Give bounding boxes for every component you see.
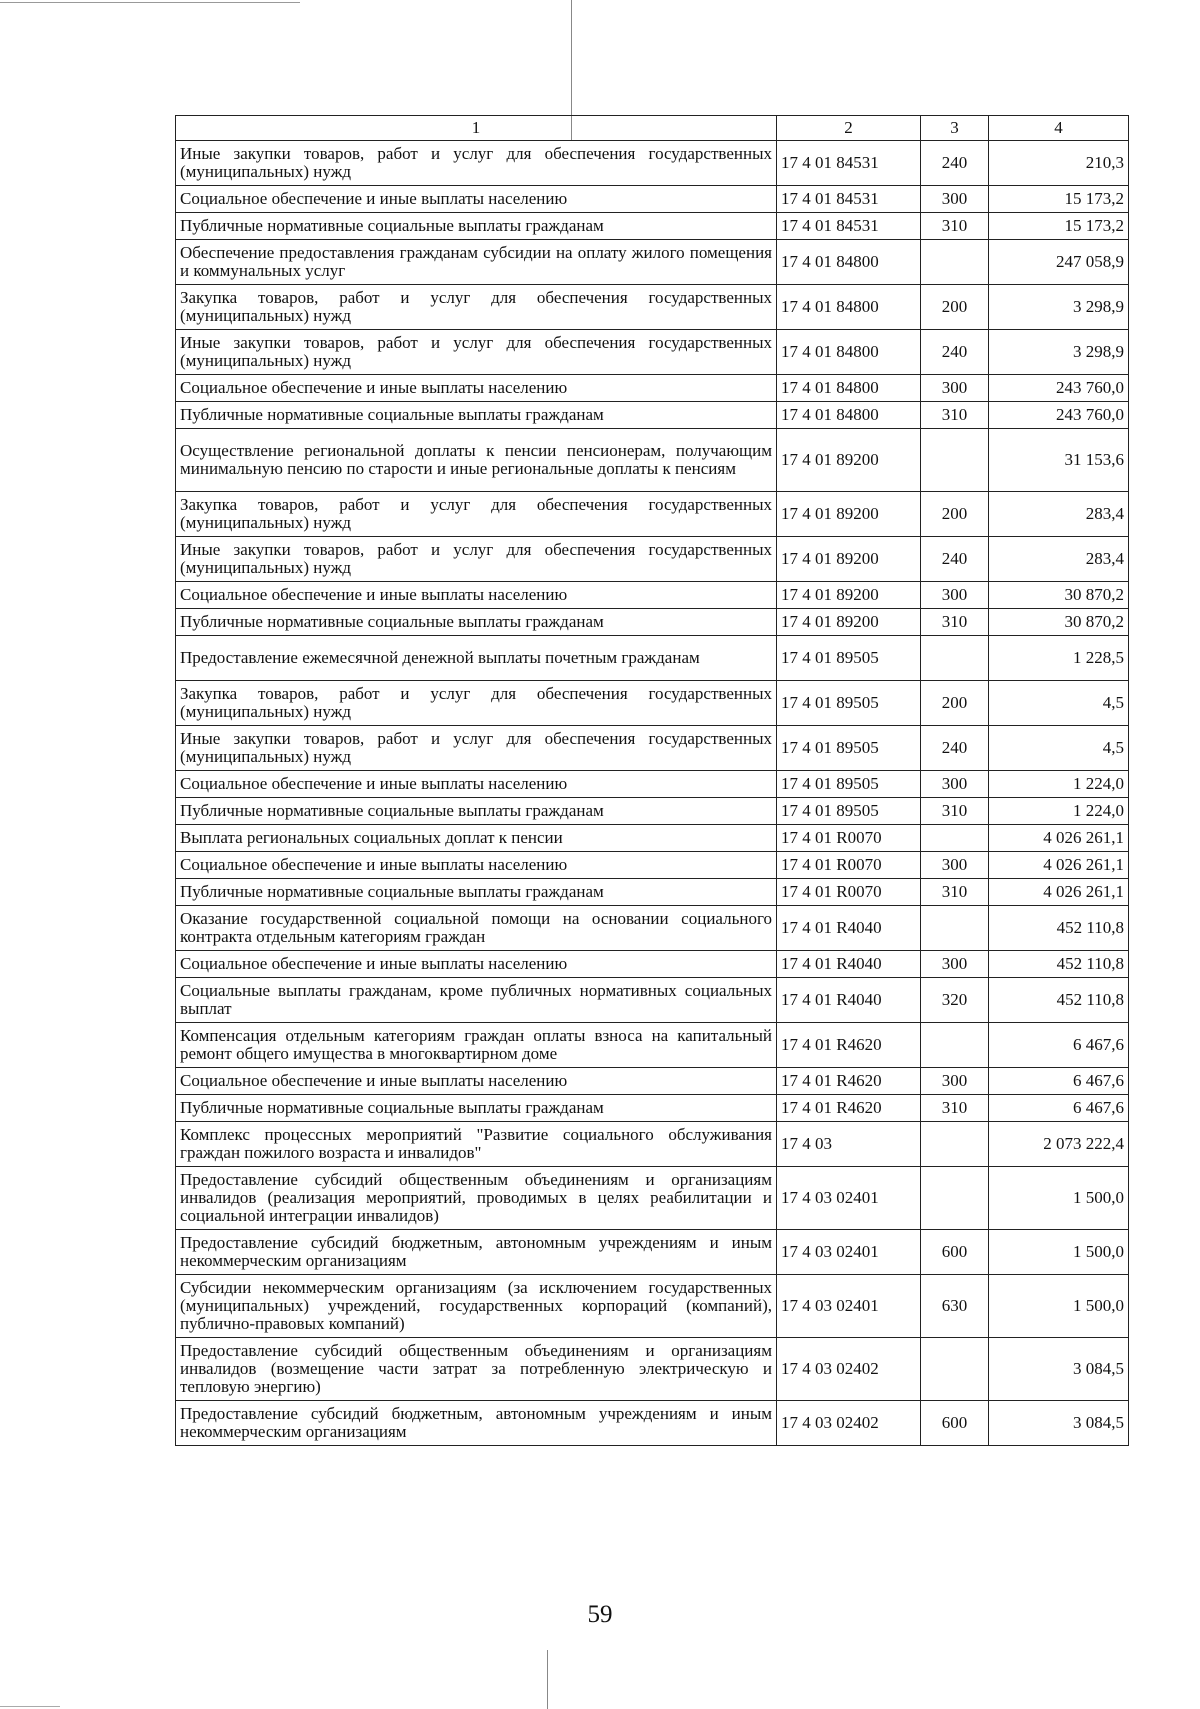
row-amount: 283,4 (989, 537, 1129, 582)
row-amount: 452 110,8 (989, 906, 1129, 951)
row-code: 17 4 01 84800 (777, 402, 921, 429)
table-row (176, 1167, 1129, 1230)
row-amount: 4,5 (989, 681, 1129, 726)
row-code: 17 4 01 84800 (777, 375, 921, 402)
row-name: Социальное обеспечение и иные выплаты населению (176, 771, 777, 798)
row-amount: 283,4 (989, 492, 1129, 537)
row-expense-type (921, 240, 989, 285)
page-number: 59 (587, 1601, 613, 1628)
table-row (176, 375, 1129, 402)
row-expense-type: 310 (921, 402, 989, 429)
row-expense-type: 300 (921, 852, 989, 879)
row-amount: 243 760,0 (989, 375, 1129, 402)
row-amount: 3 084,5 (989, 1401, 1129, 1446)
row-code: 17 4 01 89505 (777, 726, 921, 771)
row-expense-type: 200 (921, 681, 989, 726)
row-name: Социальное обеспечение и иные выплаты населению (176, 375, 777, 402)
row-expense-type: 240 (921, 330, 989, 375)
row-name: Иные закупки товаров, работ и услуг для обеспечения государственных (муниципальных) нужд (176, 330, 777, 375)
row-code: 17 4 01 84531 (777, 141, 921, 186)
row-expense-type: 300 (921, 1068, 989, 1095)
row-amount: 3 298,9 (989, 285, 1129, 330)
row-name: Предоставление субсидий бюджетным, автономным учреждениям и иным некоммерческим организациям (176, 1230, 777, 1275)
header-col-1: 1 (176, 116, 777, 141)
row-amount: 452 110,8 (989, 978, 1129, 1023)
row-name: Выплата региональных социальных доплат к пенсии (176, 825, 777, 852)
table-row (176, 906, 1129, 951)
row-code: 17 4 01 89505 (777, 798, 921, 825)
row-amount: 30 870,2 (989, 609, 1129, 636)
row-name: Публичные нормативные социальные выплаты гражданам (176, 402, 777, 429)
table-row (176, 879, 1129, 906)
row-amount: 1 500,0 (989, 1167, 1129, 1230)
row-name: Публичные нормативные социальные выплаты гражданам (176, 609, 777, 636)
table-row (176, 771, 1129, 798)
table-row (176, 609, 1129, 636)
table-header-row (176, 116, 1129, 141)
row-code: 17 4 01 89200 (777, 609, 921, 636)
table-row (176, 636, 1129, 681)
row-expense-type: 300 (921, 582, 989, 609)
row-name: Социальное обеспечение и иные выплаты населению (176, 1068, 777, 1095)
row-code: 17 4 03 02401 (777, 1275, 921, 1338)
row-amount: 4,5 (989, 726, 1129, 771)
row-expense-type: 600 (921, 1401, 989, 1446)
row-amount: 1 224,0 (989, 771, 1129, 798)
row-name: Публичные нормативные социальные выплаты гражданам (176, 879, 777, 906)
row-name: Публичные нормативные социальные выплаты гражданам (176, 1095, 777, 1122)
row-name: Закупка товаров, работ и услуг для обеспечения государственных (муниципальных) нужд (176, 285, 777, 330)
row-expense-type: 320 (921, 978, 989, 1023)
header-col-4: 4 (989, 116, 1129, 141)
row-name: Социальное обеспечение и иные выплаты населению (176, 852, 777, 879)
row-code: 17 4 01 R4620 (777, 1068, 921, 1095)
row-amount: 2 073 222,4 (989, 1122, 1129, 1167)
table-row (176, 852, 1129, 879)
table-row (176, 492, 1129, 537)
row-code: 17 4 01 89505 (777, 771, 921, 798)
row-expense-type: 200 (921, 492, 989, 537)
row-amount: 1 228,5 (989, 636, 1129, 681)
row-name: Предоставление субсидий бюджетным, автономным учреждениям и иным некоммерческим организациям (176, 1401, 777, 1446)
row-name: Оказание государственной социальной помощи на основании социального контракта отдельным категориям граждан (176, 906, 777, 951)
table-row (176, 726, 1129, 771)
row-code: 17 4 01 84800 (777, 330, 921, 375)
row-expense-type (921, 825, 989, 852)
table-row (176, 330, 1129, 375)
table-row (176, 951, 1129, 978)
row-amount: 6 467,6 (989, 1095, 1129, 1122)
row-expense-type: 300 (921, 186, 989, 213)
row-name: Комплекс процессных мероприятий "Развитие социального обслуживания граждан пожилого возраста и инвалидов" (176, 1122, 777, 1167)
table-row (176, 1338, 1129, 1401)
row-expense-type (921, 906, 989, 951)
row-expense-type (921, 1338, 989, 1401)
row-expense-type: 200 (921, 285, 989, 330)
table-row (176, 1122, 1129, 1167)
row-name: Публичные нормативные социальные выплаты гражданам (176, 798, 777, 825)
row-code: 17 4 01 89200 (777, 429, 921, 492)
row-code: 17 4 03 02401 (777, 1167, 921, 1230)
row-expense-type: 300 (921, 951, 989, 978)
row-expense-type (921, 1122, 989, 1167)
table-row (176, 285, 1129, 330)
row-code: 17 4 03 02401 (777, 1230, 921, 1275)
row-name: Закупка товаров, работ и услуг для обеспечения государственных (муниципальных) нужд (176, 492, 777, 537)
row-code: 17 4 01 R0070 (777, 825, 921, 852)
table-row (176, 537, 1129, 582)
table-row (176, 1230, 1129, 1275)
row-amount: 210,3 (989, 141, 1129, 186)
row-code: 17 4 01 89200 (777, 582, 921, 609)
row-amount: 15 173,2 (989, 186, 1129, 213)
row-code: 17 4 01 R4040 (777, 906, 921, 951)
row-expense-type: 310 (921, 879, 989, 906)
row-name: Осуществление региональной доплаты к пенсии пенсионерам, получающим минимальную пенсию по старости и иные региональные доплаты к пенсиям (176, 429, 777, 492)
row-expense-type: 300 (921, 375, 989, 402)
row-amount: 243 760,0 (989, 402, 1129, 429)
row-code: 17 4 01 89505 (777, 636, 921, 681)
row-amount: 452 110,8 (989, 951, 1129, 978)
row-expense-type: 240 (921, 726, 989, 771)
row-code: 17 4 03 02402 (777, 1338, 921, 1401)
row-code: 17 4 01 89200 (777, 492, 921, 537)
row-amount: 247 058,9 (989, 240, 1129, 285)
table-body (176, 141, 1129, 1446)
row-expense-type: 310 (921, 798, 989, 825)
row-expense-type: 240 (921, 537, 989, 582)
row-name: Компенсация отдельным категориям граждан оплаты взноса на капитальный ремонт общего имущества в многоквартирном доме (176, 1023, 777, 1068)
row-name: Социальное обеспечение и иные выплаты населению (176, 582, 777, 609)
row-name: Публичные нормативные социальные выплаты гражданам (176, 213, 777, 240)
row-expense-type (921, 429, 989, 492)
header-col-2: 2 (777, 116, 921, 141)
row-expense-type: 630 (921, 1275, 989, 1338)
table-row (176, 402, 1129, 429)
row-expense-type: 310 (921, 1095, 989, 1122)
row-code: 17 4 01 84531 (777, 186, 921, 213)
row-name: Социальное обеспечение и иные выплаты населению (176, 951, 777, 978)
row-code: 17 4 01 89200 (777, 537, 921, 582)
row-code: 17 4 03 (777, 1122, 921, 1167)
row-amount: 4 026 261,1 (989, 879, 1129, 906)
row-name: Предоставление субсидий общественным объединениям и организациям инвалидов (реализация мероприятий, проводимых в целях реабилитации и социальной интеграции инвалидов) (176, 1167, 777, 1230)
row-expense-type (921, 1023, 989, 1068)
scan-artifact-line (0, 2, 300, 3)
table-row (176, 186, 1129, 213)
row-code: 17 4 01 R4620 (777, 1023, 921, 1068)
row-code: 17 4 03 02402 (777, 1401, 921, 1446)
table-row (176, 798, 1129, 825)
table-row (176, 429, 1129, 492)
table-row (176, 1068, 1129, 1095)
row-expense-type: 300 (921, 771, 989, 798)
row-amount: 6 467,6 (989, 1068, 1129, 1095)
row-code: 17 4 01 89505 (777, 681, 921, 726)
row-amount: 1 500,0 (989, 1275, 1129, 1338)
row-name: Иные закупки товаров, работ и услуг для обеспечения государственных (муниципальных) нужд (176, 726, 777, 771)
row-name: Иные закупки товаров, работ и услуг для обеспечения государственных (муниципальных) нужд (176, 141, 777, 186)
row-name: Предоставление субсидий общественным объединениям и организациям инвалидов (возмещение части затрат за потребленную электрическую и тепловую энергию) (176, 1338, 777, 1401)
row-amount: 30 870,2 (989, 582, 1129, 609)
table-row (176, 240, 1129, 285)
header-col-3: 3 (921, 116, 989, 141)
row-expense-type: 240 (921, 141, 989, 186)
row-name: Иные закупки товаров, работ и услуг для обеспечения государственных (муниципальных) нужд (176, 537, 777, 582)
row-expense-type (921, 1167, 989, 1230)
row-code: 17 4 01 R4620 (777, 1095, 921, 1122)
row-expense-type: 310 (921, 213, 989, 240)
row-expense-type: 600 (921, 1230, 989, 1275)
row-code: 17 4 01 R0070 (777, 852, 921, 879)
scan-artifact-fold-bottom (547, 1650, 548, 1709)
row-code: 17 4 01 84531 (777, 213, 921, 240)
table-row (176, 825, 1129, 852)
table-row (176, 681, 1129, 726)
row-code: 17 4 01 84800 (777, 285, 921, 330)
table-row (176, 141, 1129, 186)
row-code: 17 4 01 R0070 (777, 879, 921, 906)
row-name: Предоставление ежемесячной денежной выплаты почетным гражданам (176, 636, 777, 681)
row-amount: 1 500,0 (989, 1230, 1129, 1275)
row-name: Закупка товаров, работ и услуг для обеспечения государственных (муниципальных) нужд (176, 681, 777, 726)
table-row (176, 582, 1129, 609)
table-row (176, 213, 1129, 240)
row-amount: 4 026 261,1 (989, 852, 1129, 879)
table-row (176, 1095, 1129, 1122)
row-code: 17 4 01 R4040 (777, 978, 921, 1023)
row-name: Социальные выплаты гражданам, кроме публичных нормативных социальных выплат (176, 978, 777, 1023)
table-row (176, 1275, 1129, 1338)
row-code: 17 4 01 84800 (777, 240, 921, 285)
row-expense-type (921, 636, 989, 681)
row-amount: 4 026 261,1 (989, 825, 1129, 852)
table-row (176, 978, 1129, 1023)
row-name: Субсидии некоммерческим организациям (за исключением государственных (муниципальных) учреждений, государственных корпораций (компаний), публично-правовых компаний) (176, 1275, 777, 1338)
row-expense-type: 310 (921, 609, 989, 636)
budget-table (175, 115, 1129, 1446)
row-name: Обеспечение предоставления гражданам субсидии на оплату жилого помещения и коммунальных услуг (176, 240, 777, 285)
row-name: Социальное обеспечение и иные выплаты населению (176, 186, 777, 213)
row-amount: 15 173,2 (989, 213, 1129, 240)
row-code: 17 4 01 R4040 (777, 951, 921, 978)
row-amount: 6 467,6 (989, 1023, 1129, 1068)
row-amount: 3 084,5 (989, 1338, 1129, 1401)
row-amount: 3 298,9 (989, 330, 1129, 375)
table-row (176, 1401, 1129, 1446)
scan-artifact-line-bottom (0, 1706, 60, 1707)
table-row (176, 1023, 1129, 1068)
row-amount: 1 224,0 (989, 798, 1129, 825)
row-amount: 31 153,6 (989, 429, 1129, 492)
